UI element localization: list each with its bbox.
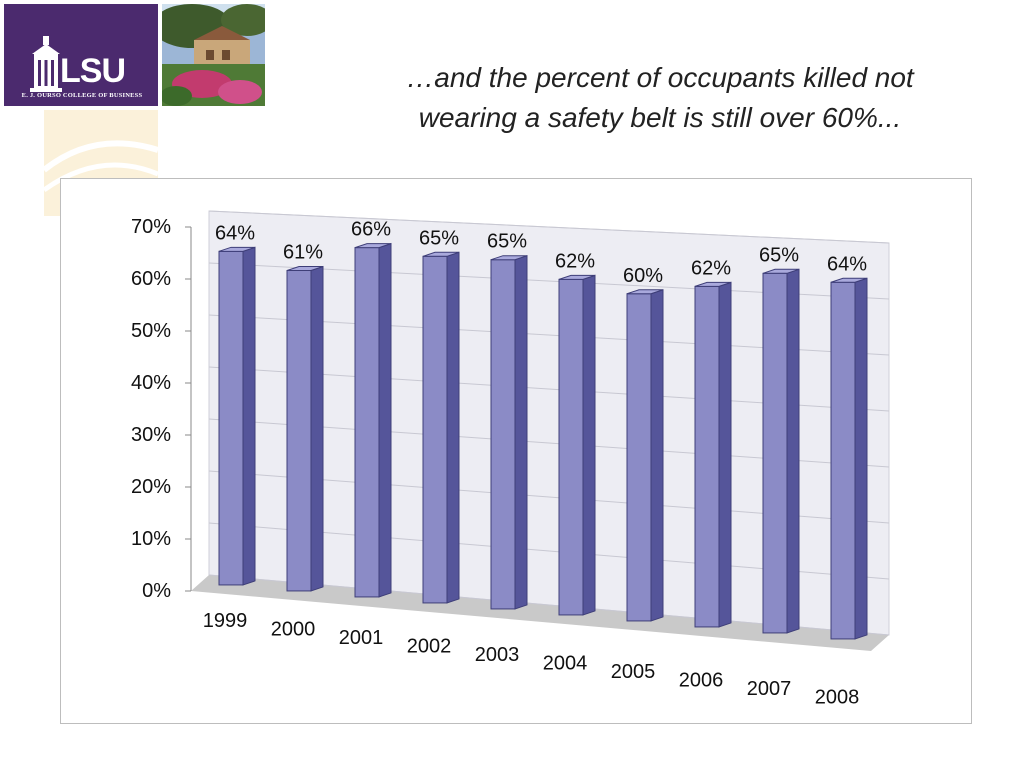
bar <box>215 222 255 585</box>
logo-subtitle: E. J. OURSO COLLEGE OF BUSINESS <box>21 92 143 99</box>
x-tick-label: 2001 <box>338 626 384 649</box>
bar <box>759 244 799 633</box>
x-tick-label: 2007 <box>746 677 792 700</box>
x-tick-label: 2006 <box>678 669 724 692</box>
title-line-1: …and the percent of occupants killed not <box>406 62 914 93</box>
x-tick-label: 2008 <box>814 686 860 709</box>
y-tick-label: 60% <box>130 268 171 290</box>
x-tick-label: 2000 <box>270 618 316 641</box>
y-tick-label: 50% <box>130 320 171 342</box>
bar <box>283 242 323 591</box>
bar-chart <box>61 179 973 725</box>
data-label: 66% <box>350 218 392 241</box>
y-tick-label: 70% <box>130 216 171 238</box>
bar <box>419 227 459 603</box>
data-label: 65% <box>486 230 528 253</box>
bar <box>351 219 391 597</box>
x-tick-label: 2005 <box>610 660 656 683</box>
data-label: 65% <box>418 227 460 250</box>
slide-title <box>330 58 990 138</box>
bar <box>555 250 595 615</box>
lsu-logo <box>4 4 158 106</box>
data-label: 62% <box>690 257 732 280</box>
x-tick-label: 2004 <box>542 652 588 675</box>
data-label: 62% <box>554 250 596 273</box>
y-tick-label: 0% <box>142 580 171 602</box>
y-tick-label: 30% <box>130 424 171 446</box>
logo-text: LSU <box>60 52 125 90</box>
data-label: 61% <box>282 241 324 264</box>
bar <box>827 253 867 639</box>
y-tick-label: 40% <box>130 372 171 394</box>
data-label: 60% <box>622 264 664 287</box>
data-label: 64% <box>826 253 868 276</box>
title-line-2: wearing a safety belt is still over 60%... <box>418 102 902 133</box>
bar <box>691 257 731 627</box>
x-tick-label: 1999 <box>202 609 248 632</box>
y-tick-label: 10% <box>130 528 171 550</box>
y-axis-ticks <box>131 216 191 602</box>
bar <box>623 265 663 621</box>
x-tick-label: 2003 <box>474 643 520 666</box>
data-label: 64% <box>214 222 256 245</box>
campus-photo <box>162 4 265 106</box>
data-label: 65% <box>758 244 800 267</box>
x-tick-label: 2002 <box>406 635 452 658</box>
bar <box>487 231 527 609</box>
chart-frame <box>60 178 972 724</box>
y-tick-label: 20% <box>130 476 171 498</box>
